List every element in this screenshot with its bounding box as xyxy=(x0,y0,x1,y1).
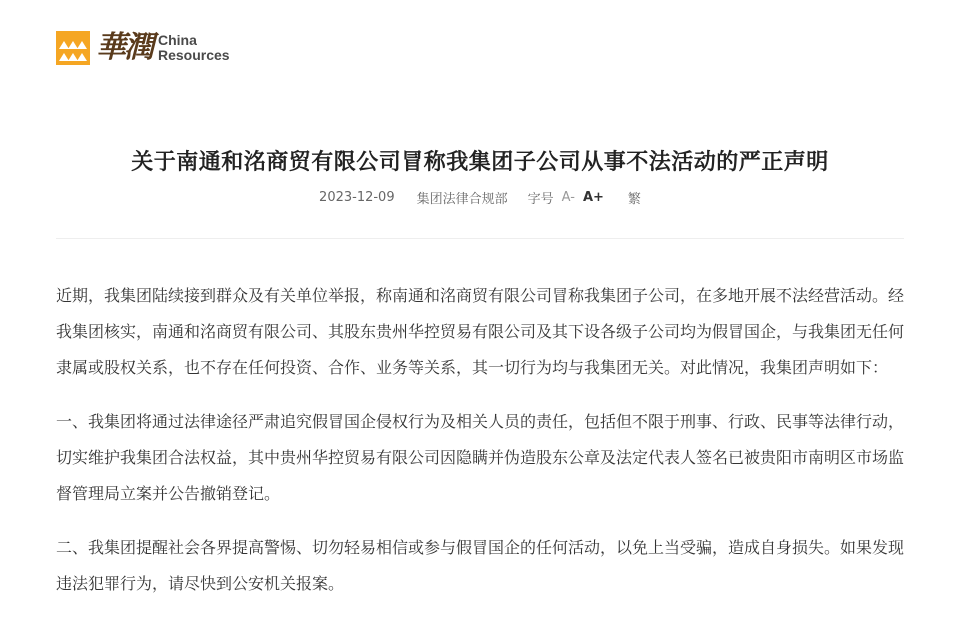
logo-en-line1: China xyxy=(158,32,197,48)
divider xyxy=(56,238,904,239)
logo-chinese-text: 華潤 xyxy=(96,30,152,65)
article-title: 关于南通和洺商贸有限公司冒称我集团子公司从事不法活动的严正声明 xyxy=(131,149,829,175)
paragraph: 一、我集团将通过法律途径严肃追究假冒国企侵权行为及相关人员的责任，包括但不限于刑事、行政、民事等法律行动，切实维护我集团合法权益，其中贵州华控贸易有限公司因隐瞒并伪造股东公章及法定代表人签名已被贵阳市南明区市场监督管理局立案并公告撤销登记。 xyxy=(56,412,905,503)
department-label: 集团法律合规部 xyxy=(416,192,508,207)
paragraph: 二、我集团提醒社会各界提高警惕、切勿轻易相信或参与假冒国企的任何活动，以免上当受骗，造成自身损失。如果发现违法犯罪行为，请尽快到公安机关报案。 xyxy=(56,538,905,593)
site-header xyxy=(56,26,230,70)
logo-english-text xyxy=(158,33,230,63)
paragraph: 近期，我集团陆续接到群众及有关单位举报，称南通和洺商贸有限公司冒称我集团子公司，在多地开展不法经营活动。经我集团核实，南通和洺商贸有限公司、其股东贵州华控贸易有限公司及其下设各级子公司均为假冒国企，与我集团无任何隶属或股权关系，也不存在任何投资、合作、业务等关系，其一切行为均与我集团无关。对此情况，我集团声明如下： xyxy=(56,286,905,377)
traditional-chinese-toggle[interactable]: 繁 xyxy=(627,192,641,207)
font-decrease-button[interactable]: A- xyxy=(561,190,575,205)
article-meta xyxy=(0,188,960,207)
china-resources-logo-icon[interactable] xyxy=(56,31,90,65)
font-increase-button[interactable]: A+ xyxy=(582,190,604,205)
article-body xyxy=(56,278,904,620)
font-size-label: 字号 xyxy=(527,192,554,207)
logo-en-line2: Resources xyxy=(158,47,230,63)
publish-date: 2023-12-09 xyxy=(319,190,395,205)
